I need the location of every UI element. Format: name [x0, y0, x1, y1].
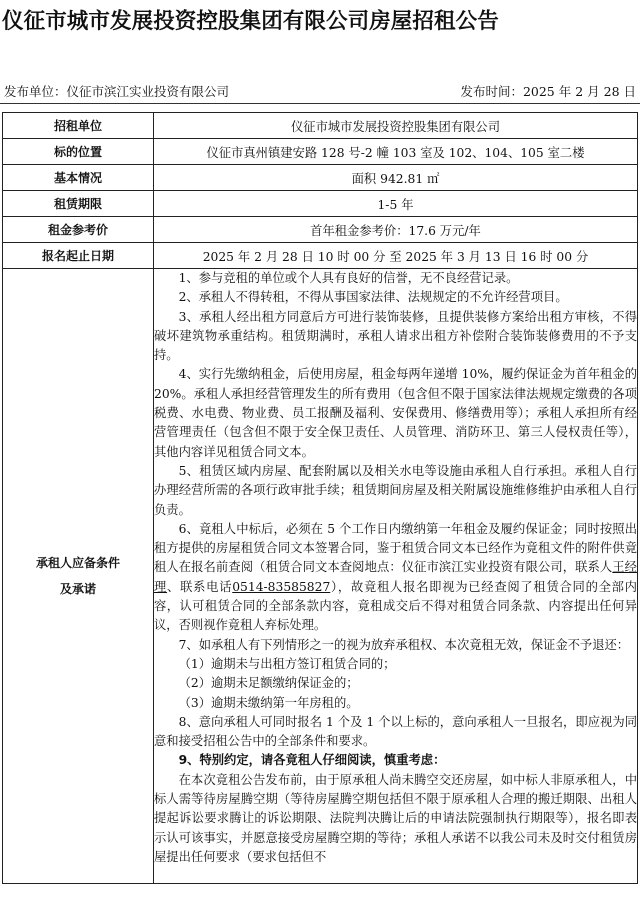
contact-phone: 0514-83585827 [232, 579, 331, 594]
row-value: 仪征市城市发展投资控股集团有限公司 [154, 113, 638, 139]
condition-7-item-3: （3）逾期未缴纳第一年房租的。 [178, 695, 359, 710]
row-value: 1-5 年 [154, 191, 638, 217]
publish-time: 发布时间：2025 年 2 月 28 日 [460, 84, 636, 99]
condition-7-item-1: （1）逾期未与出租方签订租赁合同的； [178, 656, 396, 671]
condition-2: 2、承租人不得转租，不得从事国家法律、法规规定的不允许经营项目。 [178, 290, 568, 305]
condition-1: 1、参与竞租的单位或个人具有良好的信誉，无不良经营记录。 [178, 271, 519, 285]
table-row [3, 191, 638, 217]
condition-3: 3、承租人经出租方同意后方可进行装饰装修，且提供装修方案给出租方审核，不得破坏建筑物承重结构。租赁期满时，承租人请求出租方补偿附合装饰装修费用的不予支持。 [154, 309, 637, 363]
row-value: 仪征市真州镇建安路 128 号-2 幢 103 室及 102、104、105 室二楼 [154, 139, 638, 165]
table-row [3, 139, 638, 165]
table-row [3, 113, 638, 139]
row-value: 首年租金参考价：17.6 万元/年 [154, 217, 638, 243]
row-label: 租金参考价 [3, 217, 154, 243]
table-row [3, 217, 638, 243]
publisher-info: 发布单位：仪征市滨江实业投资有限公司 [4, 84, 230, 99]
row-label: 基本情况 [3, 165, 154, 191]
condition-7-item-2: （2）逾期未足额缴纳保证金的； [178, 676, 359, 691]
table-row [3, 243, 638, 269]
conditions-content [154, 269, 638, 884]
condition-6 [154, 520, 637, 636]
notice-table [2, 112, 638, 884]
conditions-label-line1: 承租人应备条件 [35, 556, 120, 570]
row-label: 标的位置 [3, 139, 154, 165]
conditions-label [3, 269, 154, 884]
row-label: 租赁期限 [3, 191, 154, 217]
contact-person: 王经理 [154, 560, 637, 594]
conditions-label-line2: 及承诺 [59, 582, 96, 596]
table-row [3, 165, 638, 191]
header-divider [0, 103, 640, 104]
row-label: 招租单位 [3, 113, 154, 139]
condition-5: 5、租赁区域内房屋、配套附属以及相关水电等设施由承租人自行承担。承租人自行办理经营所需的各项行政审批手续；租赁期间房屋及相关附属设施维修维护由承租人自行负责。 [154, 463, 637, 517]
condition-7: 7、如承租人有下列情形之一的视为放弃承租权、本次竟租无效，保证金不予退还： [178, 637, 630, 652]
row-value: 面积 942.81 ㎡ [154, 165, 638, 191]
row-value: 2025 年 2 月 28 日 10 时 00 分 至 2025 年 3 月 13 日 16 时 00 分 [154, 243, 638, 269]
condition-8: 8、意向承租人可同时报名 1 个及 1 个以上标的，意向承租人一旦报名，即应视为同意和接受招租公告中的全部条件和要求。 [154, 714, 637, 749]
condition-6-text-c: ），故竟租人报名即视为已经查阅了租赁合同的全部内容，认可租赁合同的全部条款内容，竟租成交后不得对租赁合同条款、内容提出任何异议，否则视作竟租人弃标处理。 [154, 579, 637, 633]
row-label: 报名起止日期 [3, 243, 154, 269]
conditions-row [3, 269, 638, 884]
condition-6-text-b: 、联系电话 [167, 579, 233, 594]
condition-9-heading: 9、特别约定，请各竟租人仔细阅读，慎重考虑： [178, 753, 446, 768]
condition-special-agreement: 在本次竟租公告发布前，由于原承租人尚未腾空交还房屋，如中标人非原承租人，中标人需等待房屋腾空期（等待房屋腾空期包括但不限于原承租人合理的搬迁期限、出租人提起诉讼要求腾让的诉讼期限、法院判决腾让后的申请法院强制执行期限等），报名即表示认可该事实，并愿意接受房屋腾空期的等待；承租人承诺不以我公司未及时交付租赁房屋提出任何要求（要求包括但不 [154, 772, 637, 864]
page-title: 仪征市城市发展投资控股集团有限公司房屋招租公告 [2, 9, 499, 34]
condition-6-text-a: 6、竟租人中标后，必须在 5 个工作日内缴纳第一年租金及履约保证金；同时按照出租方提供的房屋租赁合同文本签署合同，鉴于租赁合同文本已经作为竟租文件的附件供竟租人在报名前查阅（租赁合同文本查阅地点：仪征市滨江实业投资有限公司，联系人 [154, 521, 637, 575]
condition-4: 4、实行先缴纳租金，后使用房屋，租金每两年递增 10%，履约保证金为首年租金的 20%。承租人承担经营管理发生的所有费用（包含但不限于国家法律法规规定缴费的各项税费、水电费、物业费、员工报酬及福利、安保费用、修缮费用等）；承租人承担所有经营管理责任（包含但不限于安全保卫责任、人员管理、消防环卫、第三人侵权责任等），其他内容详见租赁合同文本。 [154, 367, 637, 459]
